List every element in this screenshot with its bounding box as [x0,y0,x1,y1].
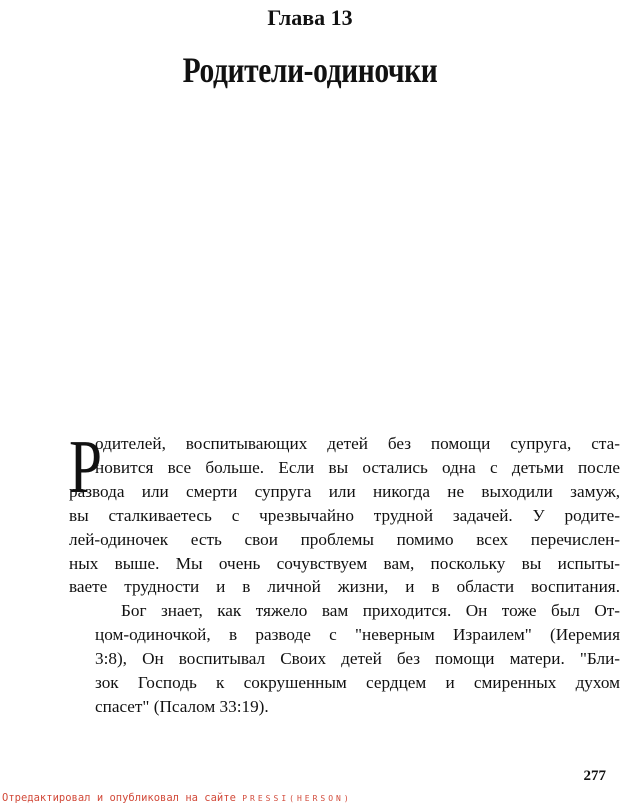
text-line: ваете трудности и в личной жизни, и в области воспитания. [69,577,620,597]
paragraph-1 [69,425,620,599]
text-line: новится все больше. Если вы остались одна с детьми после [95,457,620,477]
watermark-text: Отредактировал и опубликовал на сайте [2,792,236,804]
text-line: одителей, воспитывающих детей без помощи супруга, ста- [95,434,620,453]
page-number: 277 [583,768,606,784]
chapter-label: Глава 13 [267,5,353,30]
watermark-site: PRESSI(HERSON) [242,794,352,803]
text-line: развода или смерти супруга или никогда не выходили замуж, [69,481,620,501]
text-line: Бог знает, как тяжело вам приходится. Он тоже был От- [121,601,620,621]
text-line: зок Господь к сокрушенным сердцем и смиренных духом [95,673,620,693]
watermark [2,792,352,804]
body-text [69,425,620,719]
text-line: вы сталкиваетесь с чрезвычайно трудной задачей. У родите- [69,505,620,525]
text-line: ных выше. Мы очень сочувствуем вам, поскольку вы испыты- [69,553,620,573]
text-line: цом-одиночкой, в разводе с "неверным Израилем" (Иеремия [95,625,620,645]
text-line: лей-одиночек есть свои проблемы помимо всех перечислен- [69,529,620,549]
text-line: 3:8), Он воспитывал Своих детей без помощи матери. "Бли- [95,649,620,669]
text-line: спасет" (Псалом 33:19). [95,696,269,716]
drop-cap: Р [69,425,102,509]
chapter-title: Родители-одиночки [182,50,438,90]
paragraph-2 [69,599,620,719]
